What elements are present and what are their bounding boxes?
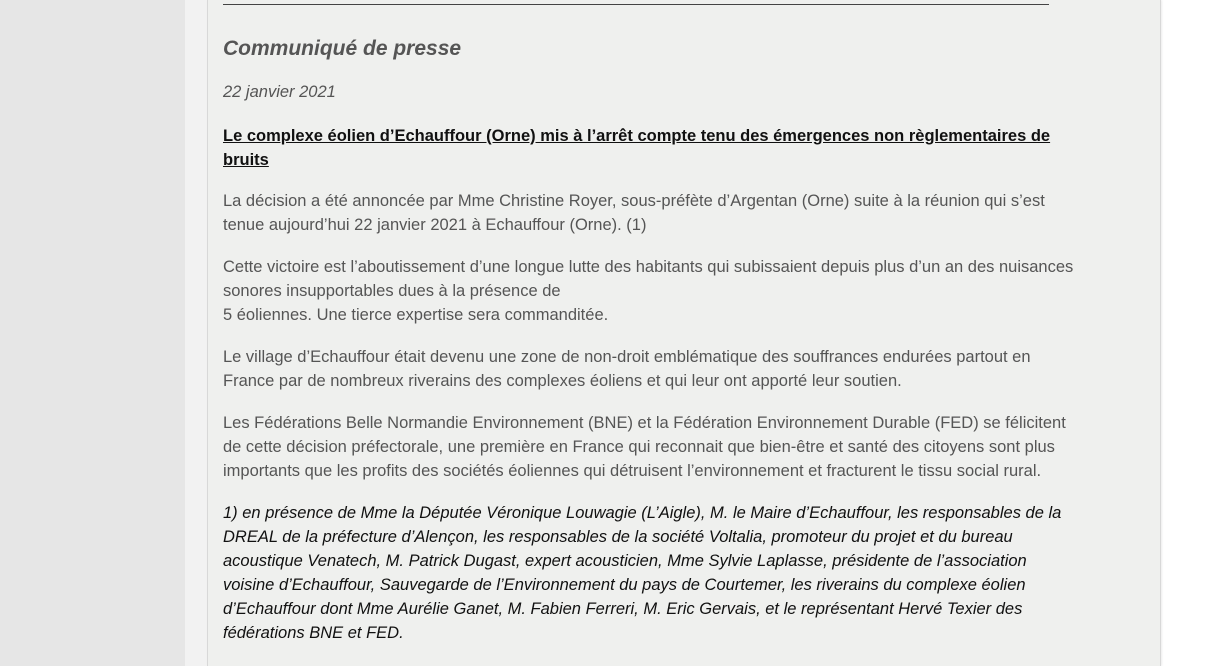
paragraph-line: 5 éoliennes. Une tierce expertise sera commanditée.: [223, 306, 609, 324]
title-line: bruits: [223, 151, 269, 169]
press-release-heading: Communiqué de presse: [223, 37, 462, 60]
footnote-line: fédérations BNE et FED.: [223, 624, 404, 642]
paragraph-line: sonores insupportables dues à la présence de: [223, 282, 561, 300]
article-panel: [207, 0, 1161, 666]
paragraph-federations: [223, 411, 1153, 483]
page-background-left: [0, 0, 185, 666]
paragraph-village: [223, 345, 1153, 393]
footnote-line: 1) en présence de Mme la Députée Véronique Louwagie (L’Aigle), M. le Maire d’Echauffour, les responsables de la: [223, 504, 1062, 522]
paragraph-decision: [223, 189, 1153, 237]
paragraph-line: de cette décision préfectorale, une première en France qui reconnait que bien-être et santé des citoyens sont plus: [223, 438, 1055, 456]
footnote-attendees: [223, 501, 1148, 645]
paragraph-line: La décision a été annoncée par Mme Christine Royer, sous-préfète d’Argentan (Orne) suite à la réunion qui s’est: [223, 192, 1045, 210]
footnote-line: voisine d’Echauffour, Sauvegarde de l’Environnement du pays de Courtemer, les riverains du complexe éolien: [223, 576, 1026, 594]
paragraph-victory: [223, 255, 1153, 327]
paragraph-line: Les Fédérations Belle Normandie Environnement (BNE) et la Fédération Environnement Durable (FED) se félicitent: [223, 414, 1066, 432]
paragraph-line: importants que les profits des sociétés éoliennes qui détruisent l’environnement et fracturent le tissu social rural.: [223, 462, 1042, 480]
paragraph-line: France par de nombreux riverains des complexes éoliens et qui leur ont apporté leur soutien.: [223, 372, 902, 390]
paragraph-line: Cette victoire est l’aboutissement d’une longue lutte des habitants qui subissaient depuis plus d’un an des nuisances: [223, 258, 1074, 276]
page-margin: [185, 0, 207, 666]
title-line: Le complexe éolien d’Echauffour (Orne) mis à l’arrêt compte tenu des émergences non règlementaires de: [223, 127, 1051, 145]
paragraph-line: tenue aujourd’hui 22 janvier 2021 à Echauffour (Orne). (1): [223, 216, 647, 234]
footnote-line: d’Echauffour dont Mme Aurélie Ganet, M. Fabien Ferreri, M. Eric Gervais, et le représentant Hervé Texier des: [223, 600, 1023, 618]
footnote-line: acoustique Venatech, M. Patrick Dugast, expert acousticien, Mme Sylvie Laplasse, présidente de l’association: [223, 552, 1027, 570]
press-release-date: 22 janvier 2021: [223, 83, 336, 101]
horizontal-rule: [223, 4, 1049, 5]
press-release-title: [223, 124, 1143, 172]
footnote-line: DREAL de la préfecture d’Alençon, les responsables de la société Voltalia, promoteur du projet et du bureau: [223, 528, 1013, 546]
paragraph-line: Le village d’Echauffour était devenu une zone de non-droit emblématique des souffrances endurées partout en: [223, 348, 1031, 366]
